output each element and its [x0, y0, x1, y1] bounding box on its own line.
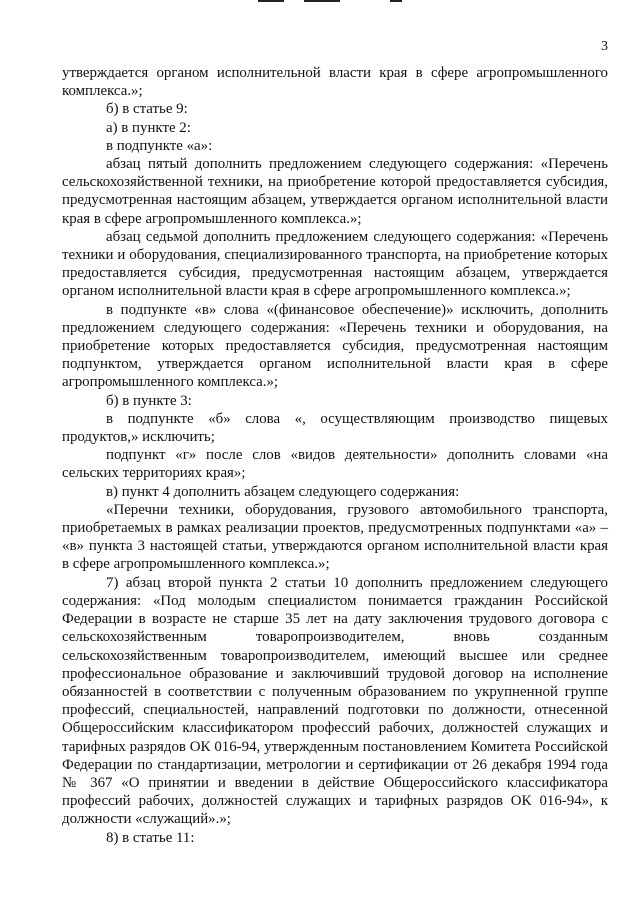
paragraph: б) в статье 9:	[106, 101, 188, 118]
paragraph: б) в пункте 3:	[106, 392, 192, 409]
paragraph: утверждается органом исполнительной власти края в сфере агропромышленного комплекса.»;	[62, 65, 608, 100]
paragraph: а) в пункте 2:	[106, 119, 191, 136]
paragraph: 7) абзац второй пункта 2 статьи 10 дополнить предложением следующего содержания: «Под молодым специалистом понимается гражданин Российской Федерации в возрасте не старше 35 лет на дату заключения трудового договора с сельскохозяйственным товаропроизводителем, вновь созданным сельскохозяйственным товаропроизводителем, имеющий высшее или среднее профессиональное образование и заключивший трудовой договор на исполнение обязанностей в соответствии с полученным образованием по укрупненной группе профессий, специальностей, направлений подготовки по должности, отнесенной Общероссийским классификатором профессий рабочих, должностей служащих и тарифных разрядов ОК 016-94, утвержденным постановлением Комитета Российской Федерации по стандартизации, метрологии и сертификации от 26 декабря 1994 года № 367 «О принятии и введении в действие Общероссийского классификатора профессий рабочих, должностей служащих и тарифных разрядов ОК 016-94», к должности «служащий».»;	[62, 574, 608, 828]
paragraph: в подпункте «в» слова «(финансовое обеспечение)» исключить, дополнить предложением следующего содержания: «Перечень техники и оборудования, на приобретение которых предоставляется субсидия, предусмотренная настоящим подпунктом, утверждается органом исполнительной власти края в сфере агропромышленного комплекса.»;	[62, 301, 608, 391]
paragraph: абзац седьмой дополнить предложением следующего содержания: «Перечень техники и оборудования, специализированного транспорта, на приобретение которых предоставляется субсидия, предусмотренная настоящим абзацем, утверждается органом исполнительной власти края в сфере агропромышленного комплекса.»;	[62, 228, 608, 300]
paragraph: абзац пятый дополнить предложением следующего содержания: «Перечень сельскохозяйственной техники, на приобретение которой предоставляется субсидия, предусмотренная настоящим абзацем, утверждается органом исполнительной власти края в сфере агропромышленного комплекса.»;	[62, 156, 608, 227]
paragraph: в подпункте «а»:	[106, 137, 213, 154]
paragraph: 8) в статье 11:	[106, 829, 195, 846]
paragraph: «Перечни техники, оборудования, грузового автомобильного транспорта, приобретаемых в рамках реализации проектов, предусмотренных подпунктами «а» – «в» пункта 3 настоящей статьи, утверждаются органом исполнительной власти края в сфере агропромышленного комплекса.»;	[62, 501, 608, 573]
paragraph: в) пункт 4 дополнить абзацем следующего содержания:	[106, 483, 460, 500]
document-body	[62, 64, 608, 847]
header-marks	[258, 0, 408, 4]
page-number: 3	[601, 39, 608, 54]
paragraph: подпункт «г» после слов «видов деятельности» дополнить словами «на сельских территориях края»;	[62, 447, 608, 482]
paragraph: в подпункте «б» слова «, осуществляющим производство пищевых продуктов,» исключить;	[62, 410, 608, 446]
